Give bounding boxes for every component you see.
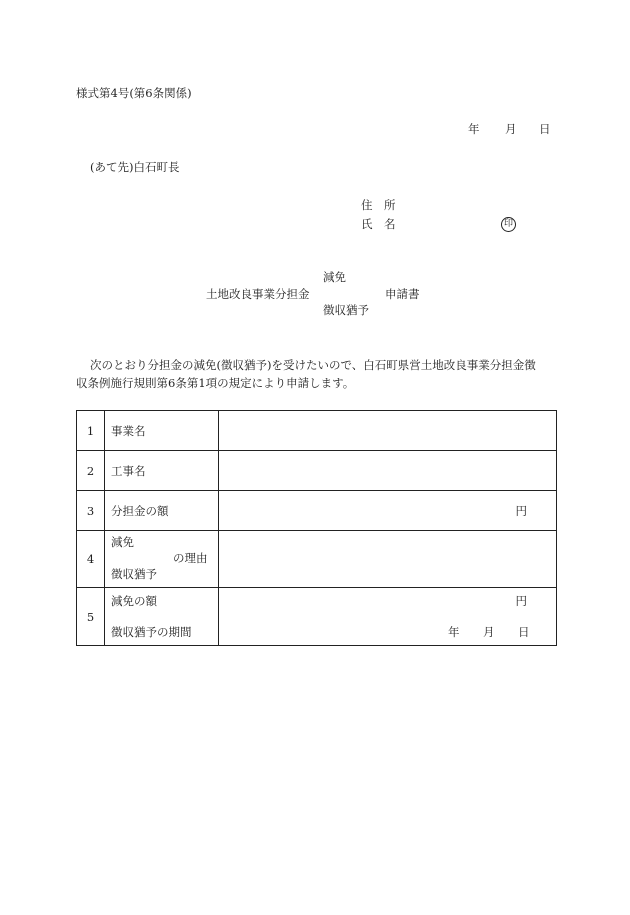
label-cell <box>105 491 219 531</box>
table-row <box>77 588 557 646</box>
name-label-char1: 氏 <box>361 217 373 231</box>
row-number: 3 <box>77 491 105 531</box>
row-number: 1 <box>77 411 105 451</box>
label-cell <box>105 451 219 491</box>
body-text-line2: 収条例施行規則第6条第1項の規定により申請します。 <box>76 376 355 390</box>
deferral-period-label: 徴収猶予の期間 <box>111 625 192 639</box>
contribution-amount-value[interactable] <box>219 491 557 531</box>
exemption-amount-and-period-value[interactable] <box>219 588 557 646</box>
seal-mark <box>501 217 516 232</box>
table-row <box>77 491 557 531</box>
row-number: 2 <box>77 451 105 491</box>
period-year-label: 年 <box>448 625 460 639</box>
table-row <box>77 531 557 588</box>
reason-label-top: 減免 <box>111 535 134 549</box>
period-day-label: 日 <box>518 625 530 639</box>
date-year-label: 年 <box>468 122 480 136</box>
label-cell <box>105 531 219 588</box>
name-label-char2: 名 <box>384 217 396 231</box>
reason-value[interactable] <box>219 531 557 588</box>
contribution-amount-label: 分担金の額 <box>111 504 169 518</box>
title-option-bottom: 徴収猶予 <box>323 303 369 317</box>
row-number: 4 <box>77 531 105 588</box>
title-suffix: 申請書 <box>385 287 420 301</box>
label-cell <box>105 411 219 451</box>
table-row <box>77 411 557 451</box>
seal-circle-icon: 印 <box>501 217 516 232</box>
reason-label-mid: の理由 <box>173 551 208 565</box>
date-month-label: 月 <box>505 122 517 136</box>
title-prefix: 土地改良事業分担金 <box>206 287 310 301</box>
yen-unit: 円 <box>515 504 527 518</box>
yen-unit: 円 <box>515 594 527 608</box>
title-option-top: 減免 <box>323 270 346 284</box>
application-table <box>76 410 557 646</box>
addressee: (あて先)白石町長 <box>90 160 180 174</box>
body-text-line1: 次のとおり分担金の減免(徴収猶予)を受けたいので、白石町県営土地改良事業分担金徴 <box>90 358 536 372</box>
table-row <box>77 451 557 491</box>
work-name-value[interactable] <box>219 451 557 491</box>
label-cell <box>105 588 219 646</box>
date-day-label: 日 <box>539 122 551 136</box>
period-month-label: 月 <box>483 625 495 639</box>
project-name-value[interactable] <box>219 411 557 451</box>
work-name-label: 工事名 <box>111 464 146 478</box>
address-label-char2: 所 <box>384 198 396 212</box>
project-name-label: 事業名 <box>111 424 146 438</box>
address-label-char1: 住 <box>361 198 373 212</box>
form-number: 様式第4号(第6条関係) <box>76 86 192 100</box>
row-number: 5 <box>77 588 105 646</box>
exemption-amount-label: 減免の額 <box>111 594 157 608</box>
reason-label-bottom: 徴収猶予 <box>111 567 157 581</box>
